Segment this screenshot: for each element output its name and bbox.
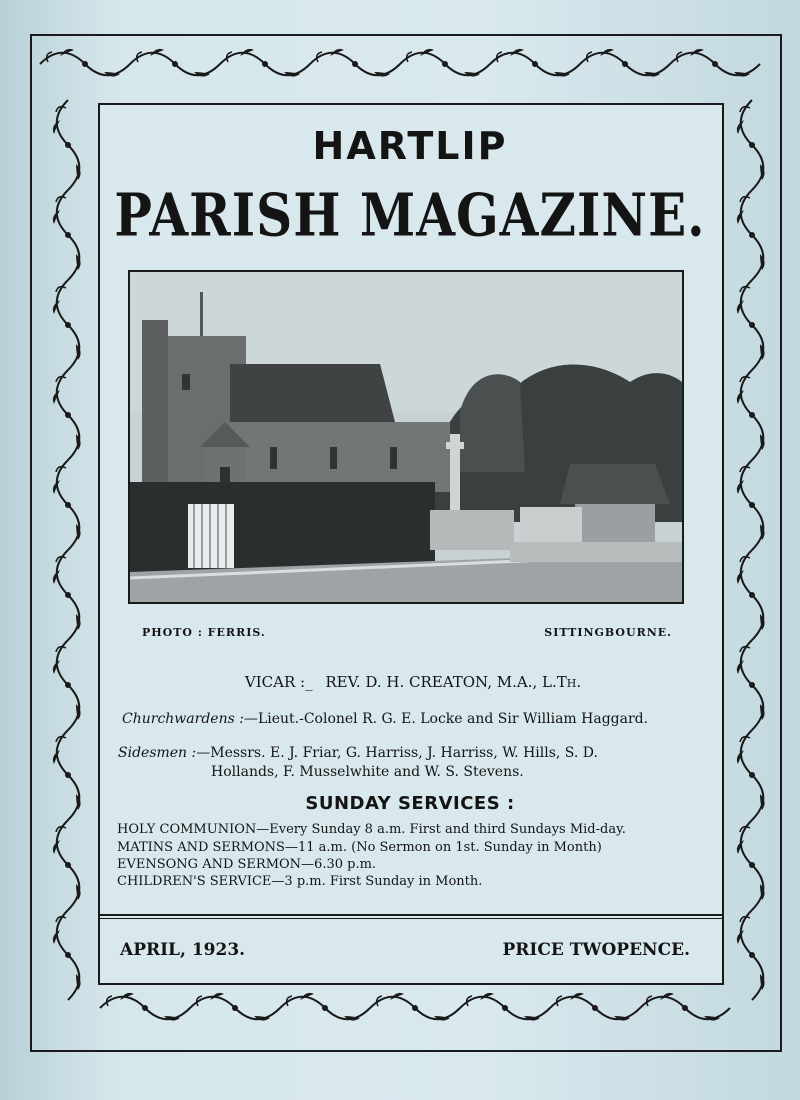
masthead-title: PARISH MAGAZINE. [114, 180, 706, 250]
photo-location: SITTINGBOURNE. [544, 626, 672, 639]
service-detail: —11 a.m. (No Sermon on 1st. Sunday in Month) [284, 840, 602, 855]
church-illustration [130, 272, 682, 602]
service-detail: —6.30 p.m. [301, 857, 377, 872]
sidesmen-label: Sidesmen :— [118, 745, 211, 761]
vicar-label: VICAR :_ [244, 673, 313, 691]
service-item [117, 857, 376, 872]
vicar-name: REV. D. H. CREATON, M.A., L.Th. [325, 673, 582, 691]
church-photograph [128, 270, 684, 604]
churchwardens-label: Churchwardens :— [122, 711, 258, 727]
service-name: MATINS AND SERMONS [117, 840, 285, 855]
service-item [117, 840, 602, 855]
service-name: CHILDREN'S SERVICE [117, 874, 272, 889]
services-heading: SUNDAY SERVICES : [305, 793, 515, 814]
service-item [117, 874, 482, 889]
service-name: HOLY COMMUNION [117, 822, 257, 837]
service-name: EVENSONG AND SERMON [117, 857, 302, 872]
masthead-hartlip: HARTLIP [312, 124, 508, 168]
service-detail: —Every Sunday 8 a.m. First and third Sundays Mid-day. [256, 822, 626, 837]
service-detail: —3 p.m. First Sunday in Month. [271, 874, 483, 889]
issue-date: APRIL, 1923. [120, 940, 246, 960]
sidesmen-line [118, 743, 708, 763]
photo-credit: PHOTO : FERRIS. [142, 626, 266, 639]
service-item [117, 822, 626, 837]
churchwardens-line [122, 709, 712, 729]
sidesmen-line-2: Hollands, F. Musselwhite and W. S. Stevens. [211, 764, 524, 780]
divider-rule [100, 914, 722, 919]
vicar-line [118, 672, 708, 692]
churchwardens-names: Lieut.-Colonel R. G. E. Locke and Sir William Haggard. [257, 711, 649, 727]
issue-price: PRICE TWOPENCE. [502, 940, 690, 960]
sidesmen-names-1: Messrs. E. J. Friar, G. Harriss, J. Harriss, W. Hills, S. D. [210, 745, 598, 761]
